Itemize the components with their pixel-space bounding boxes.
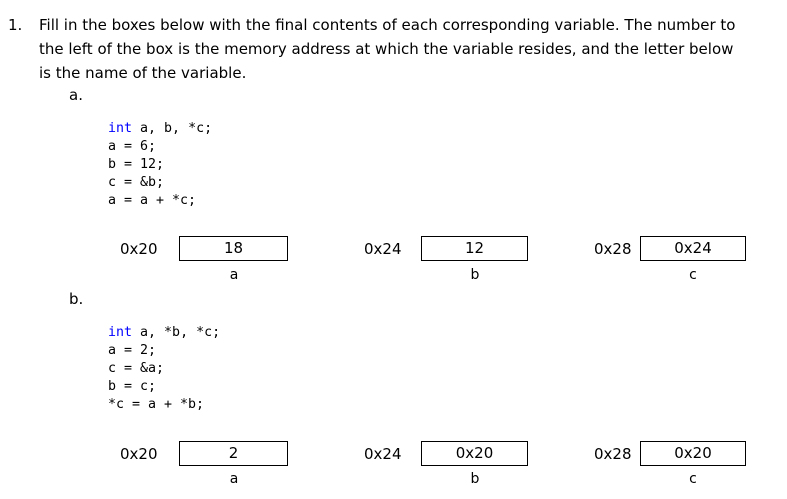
code-line: c = &a; — [108, 361, 165, 376]
code-line: c = &b; — [108, 175, 165, 190]
value-box[interactable]: 0x20 — [421, 441, 528, 466]
value-box[interactable]: 0x20 — [640, 441, 746, 466]
code-declaration: a, b, *c; — [132, 121, 213, 136]
variable-name: b — [470, 471, 480, 487]
code-keyword: int — [108, 121, 133, 136]
code-keyword: int — [108, 325, 133, 340]
variable-name: c — [689, 471, 697, 487]
code-line: a = a + *c; — [108, 193, 197, 208]
variable-name: a — [229, 471, 239, 487]
code-declaration: a, *b, *c; — [132, 325, 221, 340]
code-line: b = c; — [108, 379, 157, 394]
value-box[interactable]: 18 — [179, 236, 288, 261]
address-label: 0x24 — [364, 445, 402, 463]
address-label: 0x24 — [364, 240, 402, 258]
part-a-label: a. — [69, 86, 83, 104]
address-label: 0x28 — [594, 445, 632, 463]
part-b-label: b. — [69, 290, 84, 308]
code-line: a = 6; — [108, 139, 157, 154]
code-line: b = 12; — [108, 157, 165, 172]
address-label: 0x20 — [120, 445, 158, 463]
address-label: 0x28 — [594, 240, 632, 258]
part-a-code — [108, 120, 212, 210]
question-text: Fill in the boxes below with the final contents of each corresponding variable. The number to the left of the box is the memory address at which the variable resides, and the letter below is the name of the variable. — [39, 16, 736, 82]
address-label: 0x20 — [120, 240, 158, 258]
variable-name: a — [229, 267, 239, 283]
variable-name: c — [689, 267, 697, 283]
value-box[interactable]: 0x24 — [640, 236, 746, 261]
part-b-code — [108, 324, 220, 414]
value-box[interactable]: 2 — [179, 441, 288, 466]
code-line: *c = a + *b; — [108, 397, 205, 412]
question-number: 1. — [8, 16, 23, 34]
value-box[interactable]: 12 — [421, 236, 528, 261]
code-line: a = 2; — [108, 343, 157, 358]
variable-name: b — [470, 267, 480, 283]
